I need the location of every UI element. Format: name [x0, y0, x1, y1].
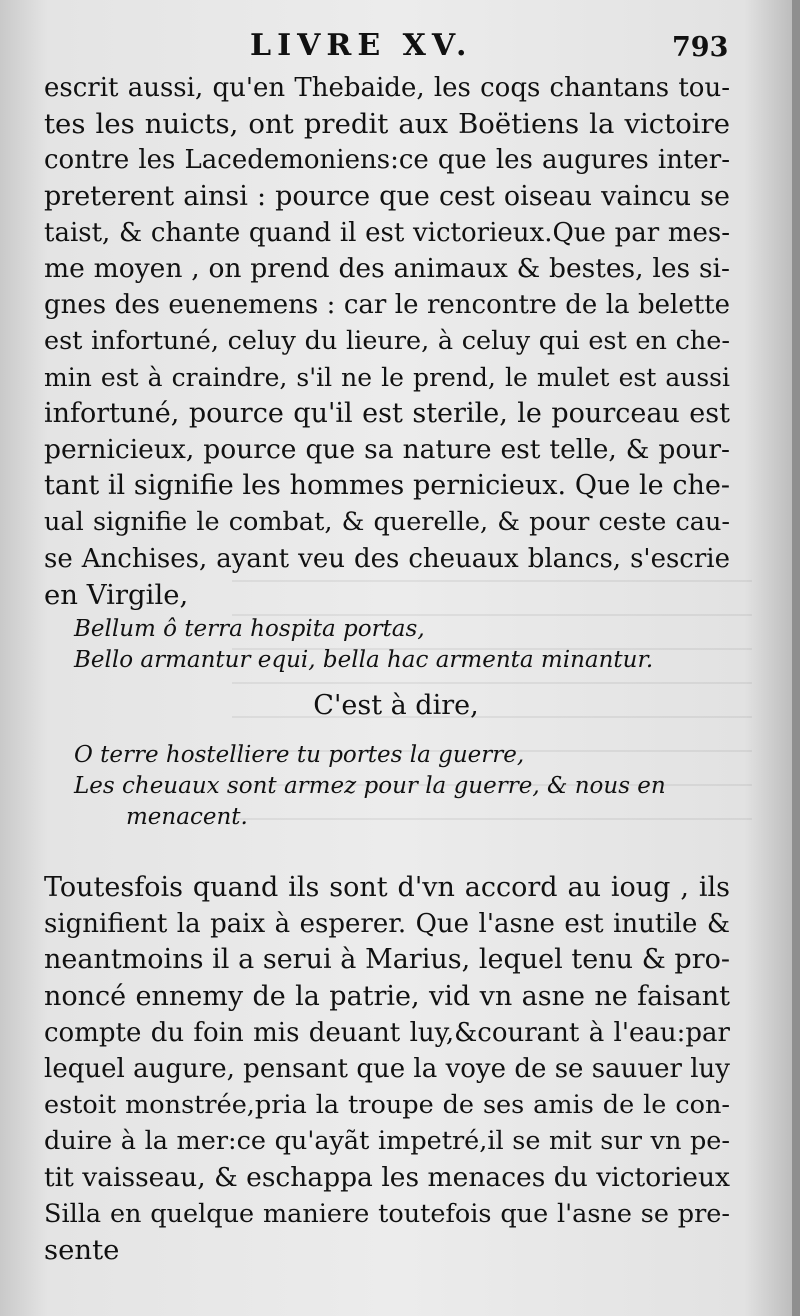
- text-line: contre les Lacedemoniens:ce que les augures inter-: [44, 145, 730, 176]
- text-line: taist, & chante quand il est victorieux.Que par mes-: [44, 217, 730, 248]
- running-title: LIVRE XV.: [250, 28, 473, 63]
- verse-line: O terre hostelliere tu portes la guerre,: [74, 742, 525, 768]
- text-line: en Virgile,: [44, 578, 189, 611]
- text-line: lequel augure, pensant que la voye de se sauuer luy: [44, 1054, 730, 1085]
- text-line: duire à la mer:ce qu'ayãt impetré,il se mit sur vn pe-: [44, 1126, 730, 1157]
- text-line: neantmoins il a serui à Marius, lequel tenu & pro-: [44, 944, 730, 976]
- text-line: gnes des euenemens : car le rencontre de la belette: [44, 290, 730, 321]
- text-line: me moyen , on prend des animaux & bestes, les si-: [44, 253, 730, 285]
- text-line: pernicieux, pource que sa nature est telle, & pour-: [44, 434, 730, 466]
- text-line: estoit monstrée,pria la troupe de ses amis de le con-: [44, 1090, 730, 1121]
- text-line: Silla en quelque maniere toutefois que l'asne se pre-: [44, 1198, 730, 1229]
- text-line: est infortuné, celuy du lieure, à celuy qui est en che-: [44, 326, 730, 357]
- text-line: signifient la paix à esperer. Que l'asne est inutile &: [44, 909, 730, 940]
- section-heading: C'est à dire,: [313, 690, 479, 721]
- verse-line: Les cheuaux sont armez pour la guerre, & nous en: [74, 773, 666, 799]
- text-line: Toutesfois quand ils sont d'vn accord au ioug , ils: [44, 872, 730, 903]
- latin-verse: [74, 614, 653, 676]
- text-line: preterent ainsi : pource que cest oiseau vaincu se: [44, 180, 730, 212]
- page-number: 793: [672, 32, 729, 63]
- text-line: escrit aussi, qu'en Thebaide, les coqs chantans tou-: [44, 73, 730, 103]
- text-line: ual signifie le combat, & querelle, & pour ceste cau-: [44, 507, 730, 538]
- text-line: se Anchises, ayant veu des cheuaux blancs, s'escrie: [44, 543, 730, 574]
- text-line: min est à craindre, s'il ne le prend, le mulet est aussi: [44, 362, 730, 392]
- text-line: noncé ennemy de la patrie, vid vn asne ne faisant: [44, 980, 730, 1012]
- paragraph-2: [44, 870, 730, 1268]
- text-line: tes les nuicts, ont predit aux Boëtiens la victoire: [44, 108, 730, 141]
- french-verse: [74, 740, 714, 833]
- text-line: infortuné, pource qu'il est sterile, le pourceau est: [44, 397, 730, 429]
- text-line: tit vaisseau, & eschappa les menaces du victorieux: [44, 1161, 730, 1193]
- text-line: tant il signifie les hommes pernicieux. Que le che-: [44, 470, 730, 502]
- verse-line: menacent.: [126, 804, 248, 830]
- catchword: sente: [44, 1234, 120, 1267]
- paragraph-1: [44, 70, 730, 613]
- verse-line: Bellum ô terra hospita portas,: [74, 616, 425, 642]
- text-line: compte du foin mis deuant luy,&courant à l'eau:par: [44, 1017, 730, 1048]
- page-header: [0, 28, 792, 68]
- verse-line: Bello armantur equi, bella hac armenta minantur.: [74, 647, 654, 673]
